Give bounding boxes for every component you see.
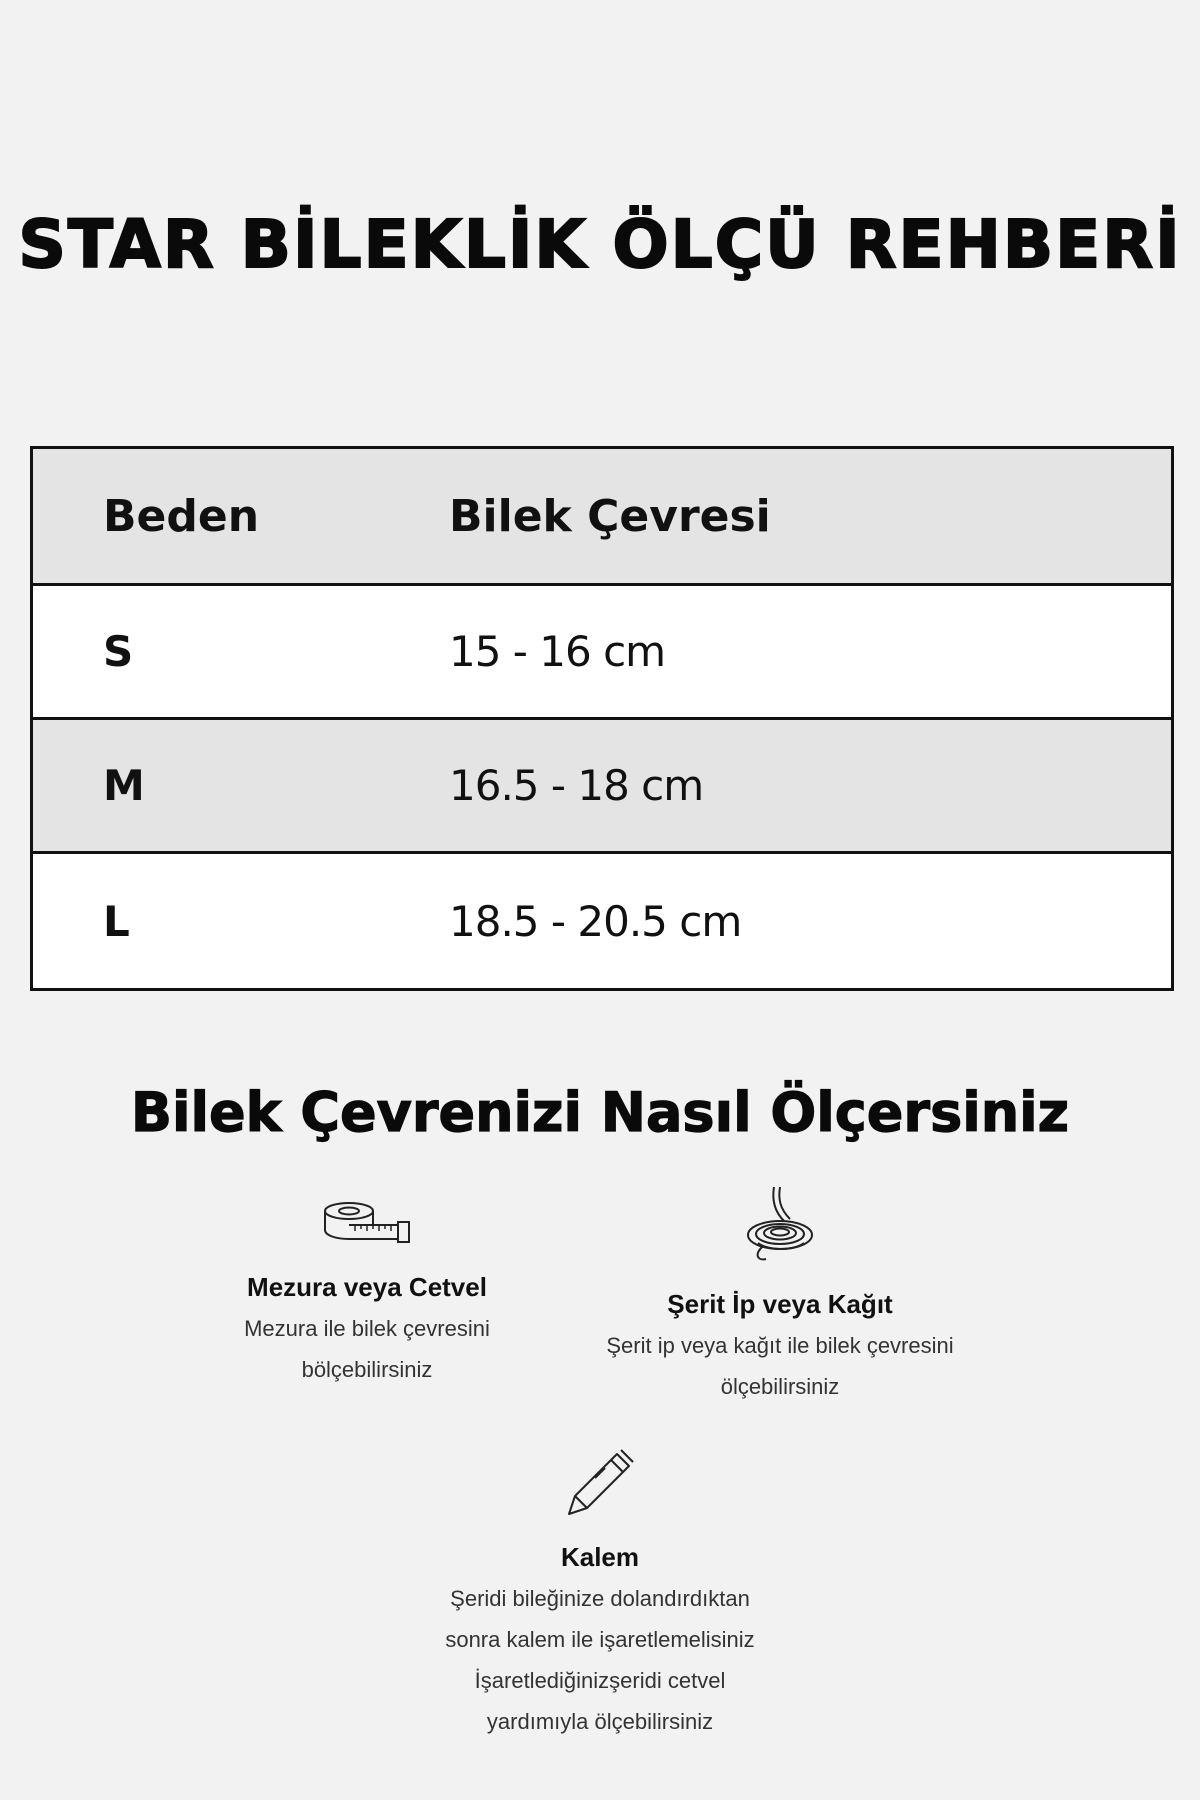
tool-description-line: yardımıyla ölçebilirsiniz xyxy=(486,1709,714,1734)
string-coil-icon xyxy=(744,1185,816,1265)
wrist-cell: 15 - 16 cm xyxy=(449,627,666,676)
tool-description-line: İşaretlediğinizşeridi cetvel xyxy=(474,1668,726,1693)
tool-measuring-tape xyxy=(207,1200,527,1390)
wrist-cell: 18.5 - 20.5 cm xyxy=(449,896,742,946)
tool-string-paper xyxy=(580,1185,980,1407)
header-size: Beden xyxy=(103,490,260,542)
tool-description xyxy=(400,1578,800,1742)
how-to-title: Bilek Çevrenizi Nasıl Ölçersiniz xyxy=(130,1081,1070,1144)
wrist-cell: 16.5 - 18 cm xyxy=(449,761,704,810)
tool-description-line: Şerit ip veya kağıt ile bilek çevresini xyxy=(606,1333,954,1358)
tool-description xyxy=(580,1325,980,1407)
size-cell: M xyxy=(103,761,145,810)
table-header-row xyxy=(33,449,1171,586)
tool-description-line: Şeridi bileğinize dolandırdıktan xyxy=(450,1586,750,1611)
pen-icon xyxy=(565,1448,635,1518)
tool-description-line: sonra kalem ile işaretlemelisiniz xyxy=(445,1627,755,1652)
measuring-tape-icon xyxy=(321,1200,413,1248)
size-table xyxy=(30,446,1174,991)
tool-title: Kalem xyxy=(560,1542,640,1572)
size-cell: S xyxy=(103,627,134,676)
size-cell: L xyxy=(103,896,130,946)
tool-description-line: ölçebilirsiniz xyxy=(720,1374,840,1399)
table-row xyxy=(33,854,1171,988)
tool-description xyxy=(207,1308,527,1390)
header-wrist-circumference: Bilek Çevresi xyxy=(449,490,771,542)
page-title: STAR BİLEKLİK ÖLÇÜ REHBERİ xyxy=(18,206,1182,283)
tool-description-line: Mezura ile bilek çevresini xyxy=(244,1316,490,1341)
tool-title: Mezura veya Cetvel xyxy=(247,1272,487,1302)
table-row xyxy=(33,720,1171,854)
tool-description-line: bölçebilirsiniz xyxy=(301,1357,433,1382)
tool-pen xyxy=(400,1448,800,1742)
tool-title: Şerit İp veya Kağıt xyxy=(667,1289,893,1319)
table-row xyxy=(33,586,1171,720)
